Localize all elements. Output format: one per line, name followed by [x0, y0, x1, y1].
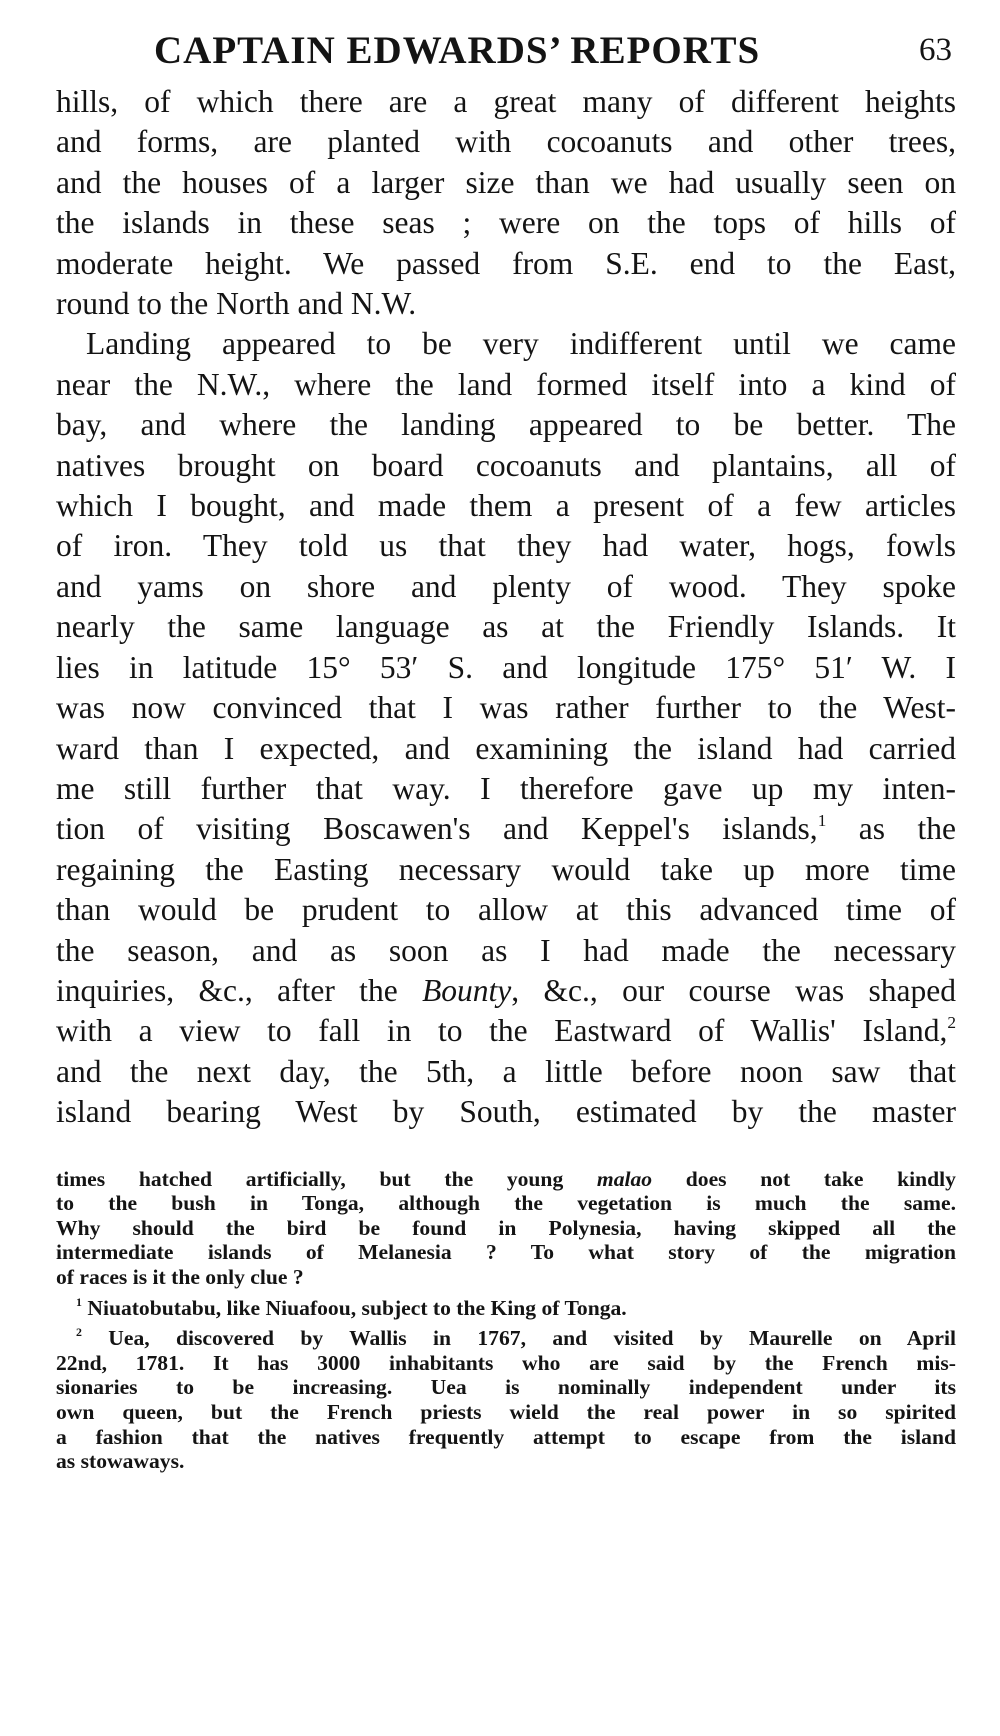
footnote-line: own queen, but the French priests wield the real power in so spirited	[56, 1399, 956, 1424]
footnote-2	[56, 1326, 956, 1474]
text-line: the season, and as soon as I had made the necessary	[56, 932, 956, 968]
footnote-marker-2: 2	[947, 1013, 956, 1033]
text-line: and the houses of a larger size than we had usually seen on	[56, 164, 956, 200]
footnote-marker-1: 1	[817, 811, 827, 831]
text-line: regaining the Easting necessary would take up more time	[56, 851, 956, 887]
footnotes	[56, 1167, 956, 1474]
text-line: natives brought on board cocoanuts and plantains, all of	[56, 447, 956, 483]
text-line: ward than I expected, and examining the island had carried	[56, 730, 956, 766]
text-line: nearly the same language as at the Friendly Islands. It	[56, 609, 956, 645]
text-line: and forms, are planted with cocoanuts and other trees,	[56, 124, 956, 160]
text-line: bay, and where the landing appeared to be better. The	[56, 407, 956, 443]
footnote-line: sionaries to be increasing. Uea is nominally independent under its	[56, 1375, 956, 1400]
bird-name-italic: malao	[596, 1166, 653, 1191]
text-line: moderate height. We passed from S.E. end to the East,	[56, 245, 956, 281]
book-page	[56, 28, 956, 1474]
text-line: of iron. They told us that they had water, hogs, fowls	[56, 528, 956, 564]
paragraph-1	[56, 82, 956, 324]
text-line: than would be prudent to allow at this advanced time of	[56, 892, 956, 928]
footnote-line: Why should the bird be found in Polynesia, having skipped all the	[56, 1215, 956, 1240]
footnote-line	[56, 1296, 956, 1321]
text-line: hills, of which there are a great many of different heights	[56, 84, 956, 119]
text-line: lies in latitude 15° 53′ S. and longitude 175° 51′ W. I	[56, 649, 956, 685]
footnote-line	[56, 1167, 956, 1192]
footnote-continued	[56, 1167, 956, 1290]
text-line: was now convinced that I was rather further to the West-	[56, 690, 956, 726]
footnote-line: a fashion that the natives frequently attempt to escape from the island	[56, 1424, 956, 1449]
ship-name-italic: Bounty	[422, 972, 512, 1008]
running-title: CAPTAIN EDWARDS’ REPORTS	[154, 29, 761, 72]
running-head	[56, 28, 956, 82]
text-line: and yams on shore and plenty of wood. They spoke	[56, 568, 956, 604]
text-line: and the next day, the 5th, a little before noon saw that	[56, 1053, 956, 1089]
text-line-with-italic	[56, 971, 956, 1011]
footnote-1-marker: 1	[76, 1294, 82, 1309]
text-segment: does not take kindly	[652, 1166, 956, 1191]
text-line: round to the North and N.W.	[56, 286, 417, 322]
footnote-line: to the bush in Tonga, although the vegetation is much the same.	[56, 1191, 956, 1216]
text-segment: as the	[826, 811, 956, 847]
text-segment: inquiries, &c., after the	[56, 972, 398, 1008]
text-line: the islands in these seas ; were on the tops of hills of	[56, 205, 956, 241]
footnote-1	[56, 1296, 956, 1321]
text-line-with-footnote	[56, 809, 956, 849]
text-segment: Uea, discovered by Wallis in 1767, and visited by Maurelle on April	[108, 1326, 956, 1351]
footnote-line: intermediate islands of Melanesia ? To what story of the migration	[56, 1240, 956, 1265]
footnote-2-marker: 2	[76, 1325, 82, 1340]
text-line: me still further that way. I therefore gave up my inten-	[56, 770, 956, 806]
text-line-with-footnote	[56, 1011, 956, 1051]
text-segment: tion of visiting Boscawen's and Keppel's islands,	[56, 811, 818, 847]
text-line: which I bought, and made them a present of a few articles	[56, 488, 956, 524]
text-line: Landing appeared to be very indifferent until we came	[86, 326, 956, 362]
page-number: 63	[919, 32, 952, 68]
main-text	[56, 82, 956, 1133]
footnote-line: 22nd, 1781. It has 3000 inhabitants who are said by the French mis-	[56, 1350, 956, 1375]
text-line: island bearing West by South, estimated by the master	[56, 1094, 956, 1130]
footnote-line: as stowaways.	[56, 1449, 185, 1474]
text-segment: times hatched artificially, but the young	[56, 1166, 564, 1191]
text-line: near the N.W., where the land formed itself into a kind of	[56, 366, 956, 402]
text-segment: with a view to fall in to the Eastward of Wallis' Island,	[56, 1013, 948, 1049]
text-segment: , &c., our course was shaped	[511, 972, 956, 1008]
paragraph-2	[56, 324, 956, 1132]
footnote-line: of races is it the only clue ?	[56, 1264, 304, 1289]
footnote-line	[56, 1326, 956, 1351]
text-segment: Niuatobutabu, like Niuafoou, subject to the King of Tonga.	[87, 1295, 627, 1320]
